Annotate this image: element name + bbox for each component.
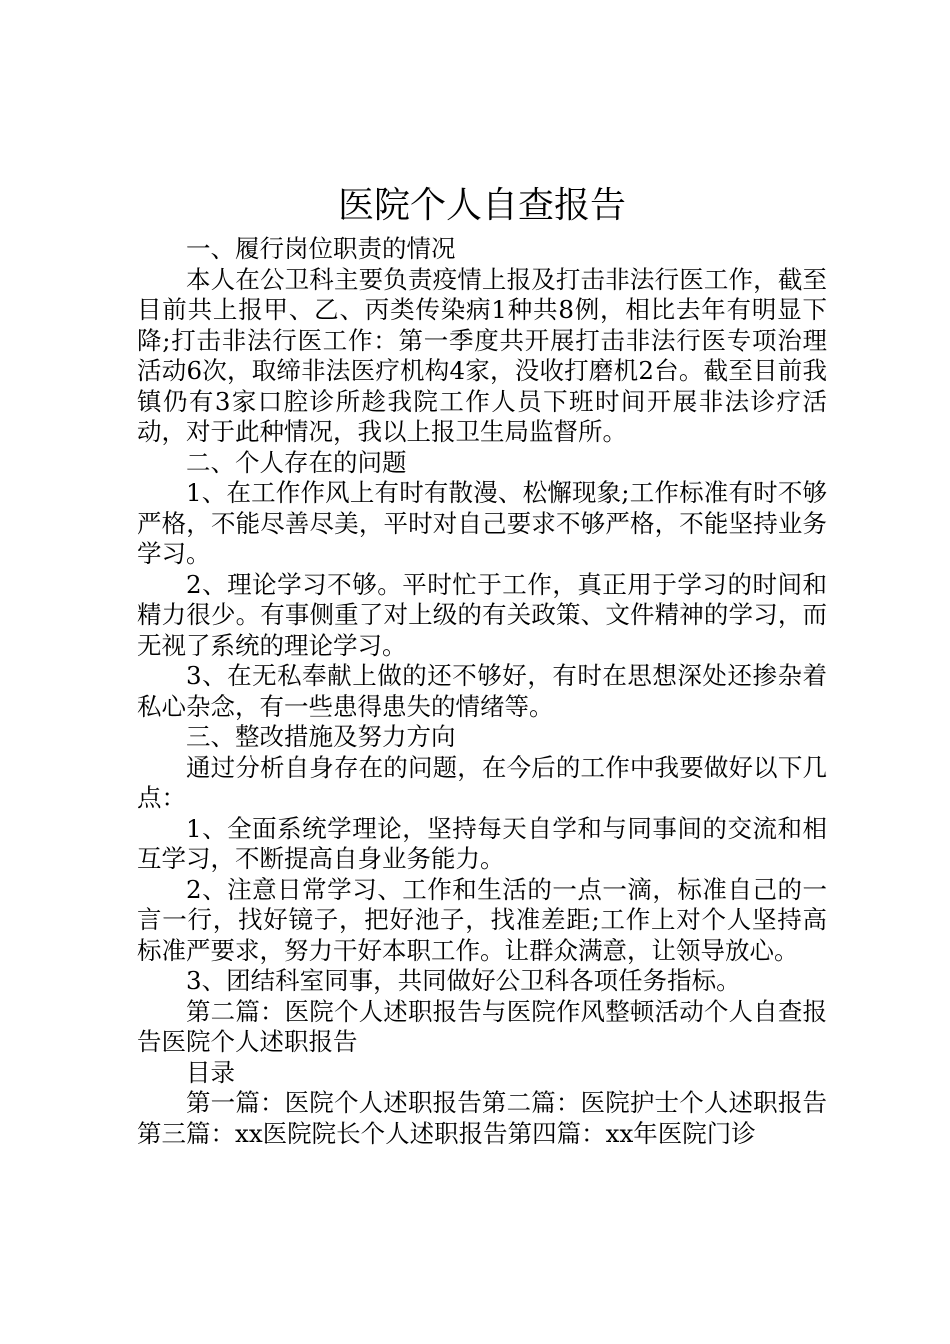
document-page xyxy=(137,180,827,1149)
paragraph: 1、在工作作风上有时有散漫、松懈现象;工作标准有时不够严格，不能尽善尽美，平时对自己要求不够严格，不能坚持业务学习。 xyxy=(137,478,827,568)
paragraph: 本人在公卫科主要负责疫情上报及打击非法行医工作，截至目前共上报甲、乙、丙类传染病1种共8例，相比去年有明显下降;打击非法行医工作：第一季度共开展打击非法行医专项治理活动6次，取缔非法医疗机构4家，没收打磨机2台。截至目前我镇仍有3家口腔诊所趁我院工作人员下班时间开展非法诊疗活动，对于此种情况，我以上报卫生局监督所。 xyxy=(137,264,827,446)
toc-list: 第一篇：医院个人述职报告第二篇：医院护士个人述职报告第三篇：xx医院院长个人述职报告第四篇：xx年医院门诊 xyxy=(137,1088,827,1148)
section-heading-2: 二、个人存在的问题 xyxy=(186,447,407,477)
paragraph: 通过分析自身存在的问题，在今后的工作中我要做好以下几点： xyxy=(137,752,827,812)
section-heading-3: 三、整改措施及努力方向 xyxy=(186,722,456,751)
section-heading-1: 一、履行岗位职责的情况 xyxy=(186,234,456,263)
paragraph: 3、团结科室同事，共同做好公卫科各项任务指标。 xyxy=(186,966,741,995)
paragraph: 第二篇：医院个人述职报告与医院作风整顿活动个人自查报告医院个人述职报告 xyxy=(137,996,827,1056)
toc-heading: 目录 xyxy=(186,1057,235,1087)
paragraph: 3、在无私奉献上做的还不够好，有时在思想深处还掺杂着私心杂念，有一些患得患失的情绪等。 xyxy=(137,661,827,721)
paragraph: 1、全面系统学理论，坚持每天自学和与同事间的交流和相互学习，不断提高自身业务能力。 xyxy=(137,813,827,873)
document-title: 医院个人自查报告 xyxy=(337,185,626,226)
paragraph: 2、注意日常学习、工作和生活的一点一滴，标准自己的一言一行，找好镜子，把好池子，找准差距;工作上对个人坚持高标准严要求，努力干好本职工作。让群众满意，让领导放心。 xyxy=(137,874,827,965)
paragraph: 2、理论学习不够。平时忙于工作，真正用于学习的时间和精力很少。有事侧重了对上级的有关政策、文件精神的学习，而无视了系统的理论学习。 xyxy=(137,569,827,660)
